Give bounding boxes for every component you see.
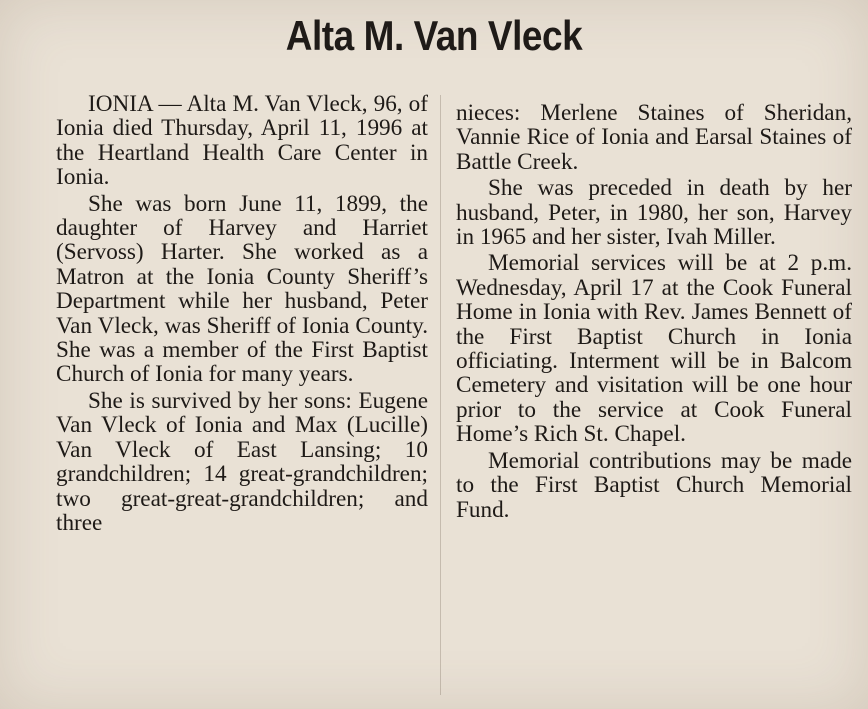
headline: Alta M. Van Vleck: [285, 12, 583, 59]
column-divider: [440, 95, 441, 695]
left-column: [56, 92, 428, 535]
paragraph-services: Memorial services will be at 2 p.m. Wednesday, April 17 at the Cook Funeral Home in Ionia with Rev. James Bennett of the First Baptist Church in Ionia officiating. Interment will be in Balcom Cemetery and visitation will be one hour prior to the service at Cook Funeral Home’s Rich St. Chapel.: [456, 250, 852, 448]
paragraph-death-notice: IONIA — Alta M. Van Vleck, 96, of Ionia died Thursday, April 11, 1996 at the Heartland Health Care Center in Ionia.: [56, 91, 428, 191]
paragraph-survivors-continued: nieces: Merlene Staines of Sheridan, Vannie Rice of Ionia and Earsal Staines of Battle Creek.: [456, 100, 852, 175]
right-column: [456, 101, 852, 522]
paragraph-biography: She was born June 11, 1899, the daughter of Harvey and Harriet (Servoss) Harter. She worked as a Matron at the Ionia County Sheriff’s Department while her husband, Peter Van Vleck, was Sheriff of Ionia County. She was a member of the First Baptist Church of Ionia for many years.: [56, 190, 428, 388]
paragraph-survivors: She is survived by her sons: Eugene Van Vleck of Ionia and Max (Lucille) Van Vleck of East Lansing; 10 grandchildren; 14 great-grandchildren; two great-great-grandchildren; and three: [56, 387, 428, 536]
paragraph-preceded: She was preceded in death by her husband, Peter, in 1980, her son, Harvey in 1965 and her sister, Ivah Miller.: [456, 175, 852, 251]
paragraph-contributions: Memorial contributions may be made to the First Baptist Church Memorial Fund.: [456, 447, 852, 523]
